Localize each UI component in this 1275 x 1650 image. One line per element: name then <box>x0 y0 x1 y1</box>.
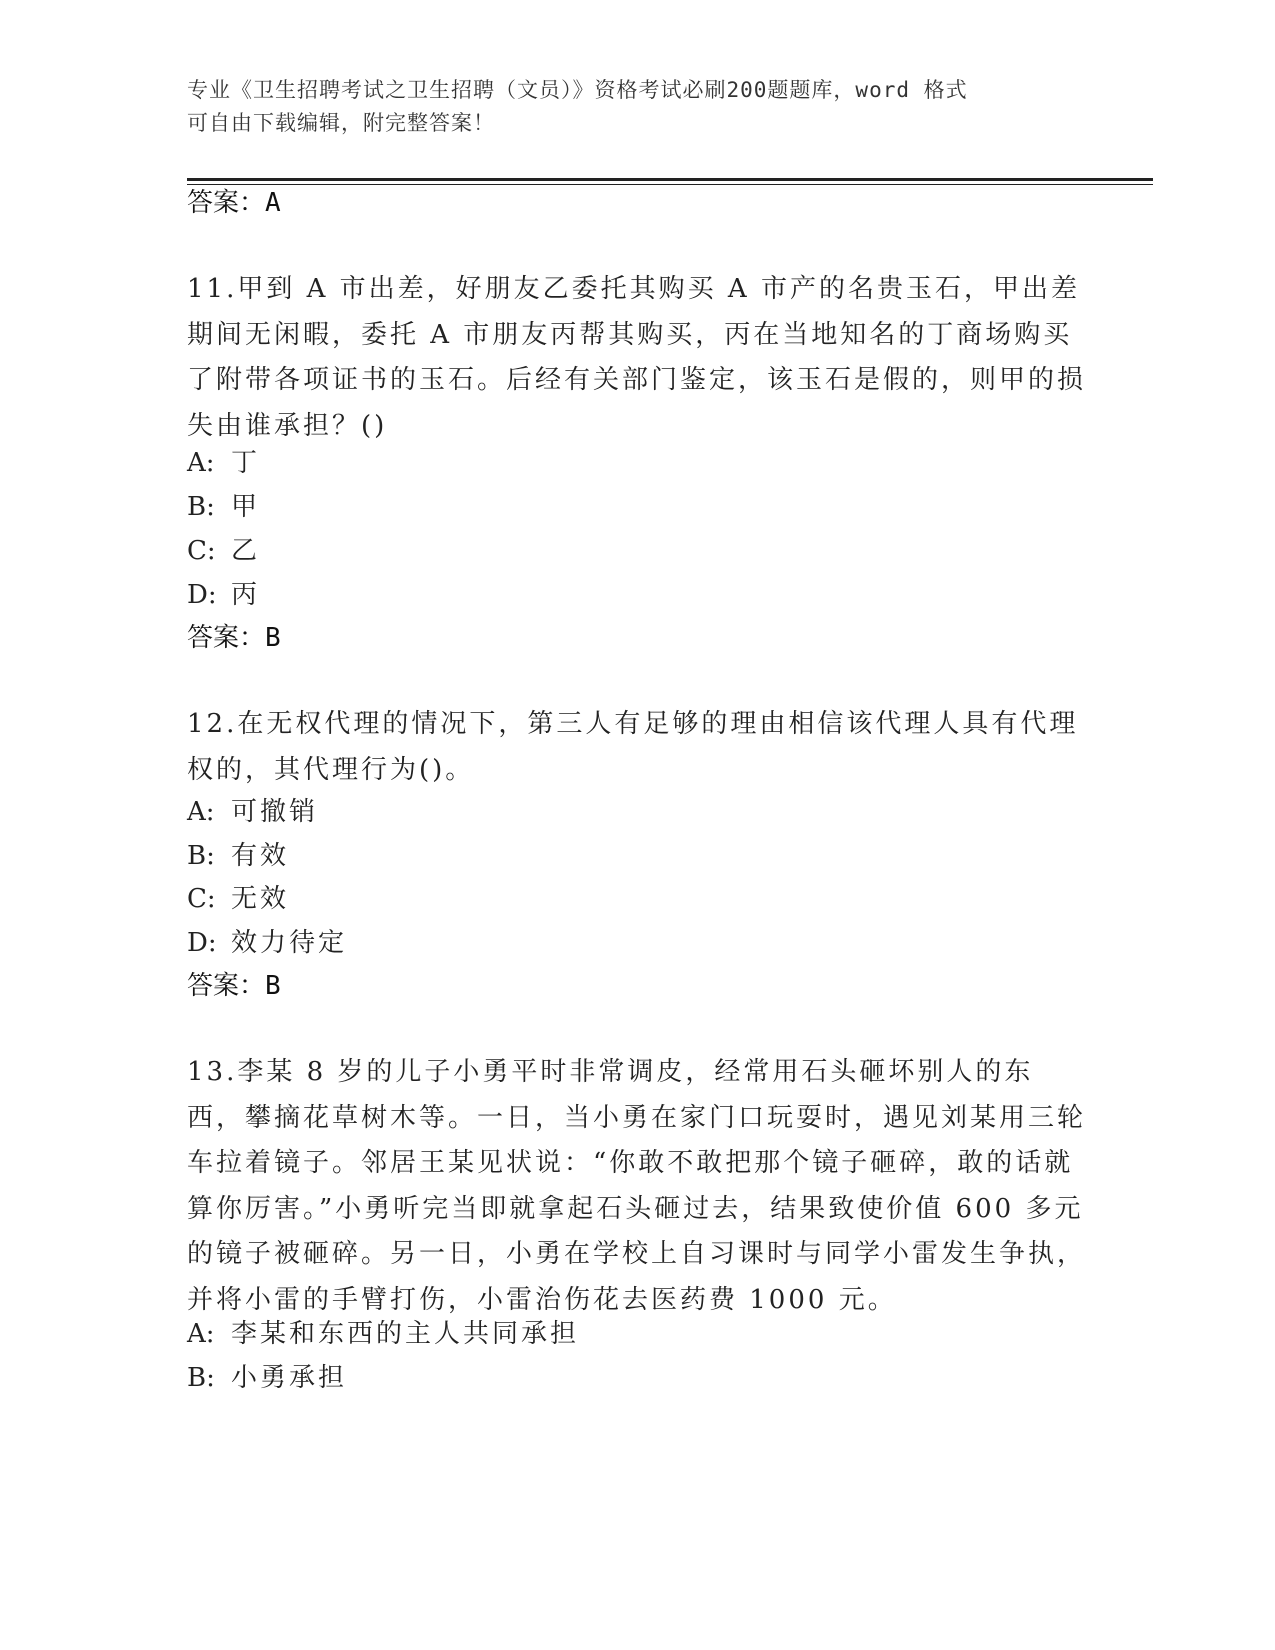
question-13-option-a <box>187 1317 579 1351</box>
question-11-text: 11.甲到 A 市出差，好朋友乙委托其购买 A 市产的名贵玉石，甲出差期间无闲暇，委托 A 市朋友丙帮其购买，丙在当地知名的丁商场购买了附带各项证书的玉石。后经有关部门鉴定，该玉石是假的，则甲的损失由谁承担？() <box>187 274 1087 441</box>
question-12-option-c <box>187 882 289 916</box>
question-13-option-b <box>187 1361 347 1395</box>
option-text: 丁 <box>231 448 261 478</box>
option-letter: A: <box>187 448 215 478</box>
option-text: 乙 <box>231 536 261 566</box>
option-letter: C: <box>187 536 216 566</box>
option-text: 李某和东西的主人共同承担 <box>231 1319 580 1349</box>
question-12-option-d <box>187 926 347 960</box>
header-line-2: 可自由下载编辑，附完整答案！ <box>187 111 495 135</box>
header-line-1: 专业《卫生招聘考试之卫生招聘（文员）》资格考试必刷200题题库，word 格式 <box>187 78 968 102</box>
option-letter: D: <box>187 580 217 610</box>
question-11-option-a <box>187 446 260 480</box>
question-11-option-c <box>187 534 260 568</box>
option-letter: A: <box>187 1319 215 1349</box>
question-12-option-b <box>187 839 289 873</box>
question-12-text: 12.在无权代理的情况下，第三人有足够的理由相信该代理人具有代理权的，其代理行为()。 <box>187 709 1079 785</box>
option-letter: B: <box>187 492 215 522</box>
option-letter: A: <box>187 797 215 827</box>
option-letter: D: <box>187 928 217 958</box>
document-header <box>187 74 1067 140</box>
option-text: 有效 <box>231 841 290 871</box>
answer-prev: 答案：A <box>187 188 281 218</box>
option-text: 甲 <box>231 492 261 522</box>
option-text: 无效 <box>231 884 290 914</box>
question-11-option-b <box>187 490 260 524</box>
header-rule-thick <box>187 178 1153 181</box>
option-letter: B: <box>187 1363 215 1393</box>
option-letter: C: <box>187 884 216 914</box>
question-12-option-a <box>187 795 318 829</box>
option-text: 小勇承担 <box>231 1363 348 1393</box>
question-11-answer: 答案：B <box>187 623 281 653</box>
option-text: 可撤销 <box>231 797 319 827</box>
header-rule-thin <box>187 184 1153 185</box>
option-text: 效力待定 <box>231 928 348 958</box>
option-text: 丙 <box>231 580 261 610</box>
question-13-text: 13.李某 8 岁的儿子小勇平时非常调皮，经常用石头砸坏别人的东西，攀摘花草树木等。一日，当小勇在家门口玩耍时，遇见刘某用三轮车拉着镜子。邻居王某见状说：“你敢不敢把那个镜子砸碎，敢的话就算你厉害。”小勇听完当即就拿起石头砸过去，结果致使价值 600 多元的镜子被砸碎。另一日，小勇在学校上自习课时与同学小雷发生争执，并将小雷的手臂打伤，小雷治伤花去医药费 1000 元。 <box>187 1057 1087 1315</box>
option-letter: B: <box>187 841 215 871</box>
question-12-answer: 答案：B <box>187 971 281 1001</box>
question-11-option-d <box>187 578 260 612</box>
